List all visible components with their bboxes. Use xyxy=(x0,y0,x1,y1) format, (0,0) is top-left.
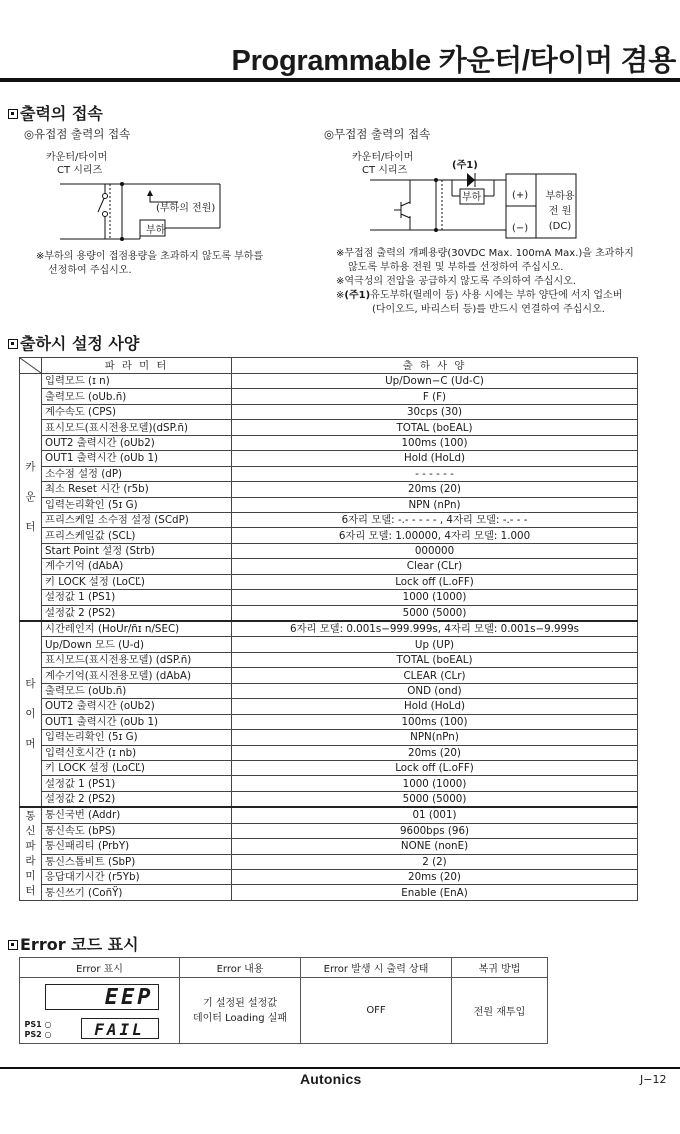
param-cell: 설정값 1 (PS1) xyxy=(42,590,232,605)
table-row xyxy=(20,668,638,683)
param-cell: 최소 Reset 시간 (r5b) xyxy=(42,482,232,497)
table-row xyxy=(20,404,638,419)
header-rule xyxy=(0,78,680,82)
param-cell: 프리스케일 소수점 설정 (SCdP) xyxy=(42,512,232,527)
solid-supply-line2: 전 원 xyxy=(548,206,572,217)
param-cell: 계수속도 (CPS) xyxy=(42,404,232,419)
table-row xyxy=(20,605,638,621)
param-cell: 프리스케일값 (SCL) xyxy=(42,528,232,543)
page-title: Programmable 카운터/타이머 겸용 xyxy=(231,45,676,77)
error-recovery: 전원 재투입 xyxy=(452,978,548,1044)
param-cell: 입력모드 (ɪ n) xyxy=(42,374,232,389)
param-cell: 입력논리확인 (5ɪ G) xyxy=(42,730,232,745)
solid-supply-line3: (DC) xyxy=(548,221,572,232)
value-cell: 2 (2) xyxy=(232,854,638,869)
value-cell: Enable (EnA) xyxy=(232,885,638,900)
output-section-title: 출력의 접속 xyxy=(8,101,103,124)
solid-plus: (+) xyxy=(512,190,529,201)
param-cell: OUT2 출력시간 (oUb2) xyxy=(42,699,232,714)
value-cell: 1000 (1000) xyxy=(232,590,638,605)
error-display-cell xyxy=(20,978,180,1044)
value-cell: Lock off (L.oFF) xyxy=(232,760,638,775)
table-row xyxy=(20,807,638,823)
table-row xyxy=(20,621,638,637)
value-cell: 20ms (20) xyxy=(232,745,638,760)
relay-subtitle: ◎유접점 출력의 접속 xyxy=(24,127,131,141)
table-row xyxy=(20,760,638,775)
param-cell: OUT1 출력시간 (oUb 1) xyxy=(42,451,232,466)
group-label: 통 신 파 라 미 터 xyxy=(20,807,42,900)
param-cell: 키 LOCK 설정 (LoCĽ) xyxy=(42,574,232,589)
group-label: 카 운 터 xyxy=(20,374,42,622)
error-col-output: Error 발생 시 출력 상태 xyxy=(301,958,452,978)
value-cell: 20ms (20) xyxy=(232,482,638,497)
solid-note3-line2: (다이오드, 바리스터 등)를 반드시 연결하여 주십시오. xyxy=(372,304,605,315)
value-cell: Hold (HoLd) xyxy=(232,699,638,714)
table-row xyxy=(20,839,638,854)
solid-note2: ※역극성의 전압을 공급하지 않도록 주의하여 주십시오. xyxy=(336,276,576,287)
error-output-state: OFF xyxy=(301,978,452,1044)
value-cell: Up (UP) xyxy=(232,637,638,652)
solid-note3-line1: ※(주1)유도부하(릴레이 등) 사용 시에는 부하 양단에 서지 업소버 xyxy=(336,290,623,301)
table-row xyxy=(20,451,638,466)
param-cell: 출력모드 (oUb.ñ) xyxy=(42,683,232,698)
table-row xyxy=(20,652,638,667)
param-cell: 소수점 설정 (dP) xyxy=(42,466,232,481)
value-cell: Clear (CLr) xyxy=(232,559,638,574)
table-row xyxy=(20,435,638,450)
relay-device-label: 카운터/타이머 xyxy=(46,152,108,163)
table-row xyxy=(20,683,638,698)
value-cell: Lock off (L.oFF) xyxy=(232,574,638,589)
param-cell: 통신쓰기 (CoñŸ) xyxy=(42,885,232,900)
value-cell: 1000 (1000) xyxy=(232,776,638,791)
relay-note-line1: ※부하의 용량이 접점용량을 초과하지 않도록 부하를 xyxy=(36,251,264,262)
header-value: 출 하 사 양 xyxy=(232,358,638,374)
value-cell: 100ms (100) xyxy=(232,435,638,450)
solid-load: 부하 xyxy=(462,192,482,203)
lcd-bottom-display: FAIL xyxy=(81,1018,159,1039)
error-code-table xyxy=(19,957,548,1044)
value-cell: 30cps (30) xyxy=(232,404,638,419)
table-row xyxy=(20,870,638,885)
param-cell: 통신국번 (Addr) xyxy=(42,807,232,823)
value-cell: 100ms (100) xyxy=(232,714,638,729)
value-cell: NONE (nonE) xyxy=(232,839,638,854)
solid-device-series: CT 시리즈 xyxy=(362,165,408,176)
table-row xyxy=(20,512,638,527)
relay-load-power: (부하의 전원) xyxy=(156,203,216,214)
param-cell: 표시모드(표시전용모델) (dSP.ñ) xyxy=(42,652,232,667)
error-col-content: Error 내용 xyxy=(180,958,301,978)
param-cell: 통신스톱비트 (SbP) xyxy=(42,854,232,869)
table-row xyxy=(20,374,638,389)
param-cell: 설정값 2 (PS2) xyxy=(42,605,232,621)
lcd-top-display: EEP xyxy=(45,984,159,1010)
value-cell: 000000 xyxy=(232,543,638,558)
table-row xyxy=(20,823,638,838)
factory-section-title: 출하시 설정 사양 xyxy=(8,331,139,354)
param-cell: 응답대기시간 (r5Yb) xyxy=(42,870,232,885)
solid-note1-line1: ※무접점 출력의 개폐용량(30VDC Max. 100mA Max.)을 초과하지 xyxy=(336,248,634,259)
solid-device-label: 카운터/타이머 xyxy=(352,152,414,163)
value-cell: NPN (nPn) xyxy=(232,497,638,512)
table-row xyxy=(20,590,638,605)
param-cell: 입력신호시간 (ɪ nb) xyxy=(42,745,232,760)
value-cell: TOTAL (boEAL) xyxy=(232,652,638,667)
value-cell: F (F) xyxy=(232,389,638,404)
brand-logo: Autonics xyxy=(300,1071,362,1087)
param-cell: 표시모드(표시전용모델)(dSP.ñ) xyxy=(42,420,232,435)
table-row xyxy=(20,714,638,729)
table-row xyxy=(20,482,638,497)
table-row xyxy=(20,528,638,543)
group-label: 타 이 머 xyxy=(20,621,42,807)
table-row xyxy=(20,791,638,807)
value-cell: OND (ond) xyxy=(232,683,638,698)
param-cell: 설정값 2 (PS2) xyxy=(42,791,232,807)
table-row xyxy=(20,854,638,869)
table-row xyxy=(20,745,638,760)
solid-note1-line2: 않도록 부하용 전원 및 부하를 선정하여 주십시오. xyxy=(348,262,564,273)
param-cell: Up/Down 모드 (U-d) xyxy=(42,637,232,652)
value-cell: 6자리 모델: 0.001s−999.999s, 4자리 모델: 0.001s−9.999s xyxy=(232,621,638,637)
table-row xyxy=(20,420,638,435)
table-row xyxy=(20,574,638,589)
solid-supply-line1: 부하용 xyxy=(545,191,575,202)
param-cell: 통신속도 (bPS) xyxy=(42,823,232,838)
param-cell: 시간레인지 (HoUr/ñɪ n/SEC) xyxy=(42,621,232,637)
param-cell: 통신패리티 (PrbY) xyxy=(42,839,232,854)
table-header-row xyxy=(20,358,638,374)
relay-note-line2: 선정하여 주십시오. xyxy=(48,265,132,276)
value-cell: 20ms (20) xyxy=(232,870,638,885)
param-cell: OUT2 출력시간 (oUb2) xyxy=(42,435,232,450)
ps2-indicator: PS2 ○ xyxy=(24,1029,52,1039)
value-cell: 5000 (5000) xyxy=(232,791,638,807)
value-cell: TOTAL (boEAL) xyxy=(232,420,638,435)
value-cell: - - - - - - xyxy=(232,466,638,481)
error-content-line2: 데이터 Loading 실패 xyxy=(192,1012,288,1024)
error-content-cell xyxy=(180,978,301,1044)
solid-minus: (−) xyxy=(512,223,529,234)
value-cell: 5000 (5000) xyxy=(232,605,638,621)
value-cell: 01 (001) xyxy=(232,807,638,823)
value-cell: Hold (HoLd) xyxy=(232,451,638,466)
page-number: J−12 xyxy=(640,1073,667,1086)
param-cell: 계수기억(표시전용모델) (dAbA) xyxy=(42,668,232,683)
solid-note-mark: (주1) xyxy=(452,160,478,171)
error-content-line1: 기 설정된 설정값 xyxy=(203,997,277,1009)
error-col-recovery: 복귀 방법 xyxy=(452,958,548,978)
error-col-display: Error 표시 xyxy=(20,958,180,978)
param-cell: 키 LOCK 설정 (LoCĽ) xyxy=(42,760,232,775)
value-cell: 6자리 모델: 1.00000, 4자리 모델: 1.000 xyxy=(232,528,638,543)
param-cell: 설정값 1 (PS1) xyxy=(42,776,232,791)
value-cell: 6자리 모델: -.- - - - - , 4자리 모델: -.- - - xyxy=(232,512,638,527)
ps1-indicator: PS1 ○ xyxy=(24,1019,52,1029)
param-cell: Start Point 설정 (Strb) xyxy=(42,543,232,558)
table-row xyxy=(20,389,638,404)
error-section-title: Error 코드 표시 xyxy=(8,932,139,955)
table-row xyxy=(20,559,638,574)
table-row xyxy=(20,466,638,481)
factory-settings-table xyxy=(19,357,638,901)
relay-load: 부하 xyxy=(146,225,166,236)
param-cell: 입력논리확인 (5ɪ G) xyxy=(42,497,232,512)
footer-rule xyxy=(0,1067,680,1069)
table-row xyxy=(20,497,638,512)
table-row xyxy=(20,637,638,652)
header-param: 파 라 미 터 xyxy=(42,358,232,374)
relay-device-series: CT 시리즈 xyxy=(57,165,103,176)
value-cell: 9600bps (96) xyxy=(232,823,638,838)
solid-subtitle: ◎무접점 출력의 접속 xyxy=(324,127,431,141)
table-row xyxy=(20,730,638,745)
param-cell: 계수기억 (dAbA) xyxy=(42,559,232,574)
table-row xyxy=(20,699,638,714)
header-corner-cell xyxy=(20,358,42,374)
table-row xyxy=(20,885,638,900)
value-cell: Up/Down−C (Ud-C) xyxy=(232,374,638,389)
value-cell: CLEAR (CLr) xyxy=(232,668,638,683)
value-cell: NPN(nPn) xyxy=(232,730,638,745)
param-cell: OUT1 출력시간 (oUb 1) xyxy=(42,714,232,729)
param-cell: 출력모드 (oUb.ñ) xyxy=(42,389,232,404)
table-row xyxy=(20,543,638,558)
table-row xyxy=(20,776,638,791)
